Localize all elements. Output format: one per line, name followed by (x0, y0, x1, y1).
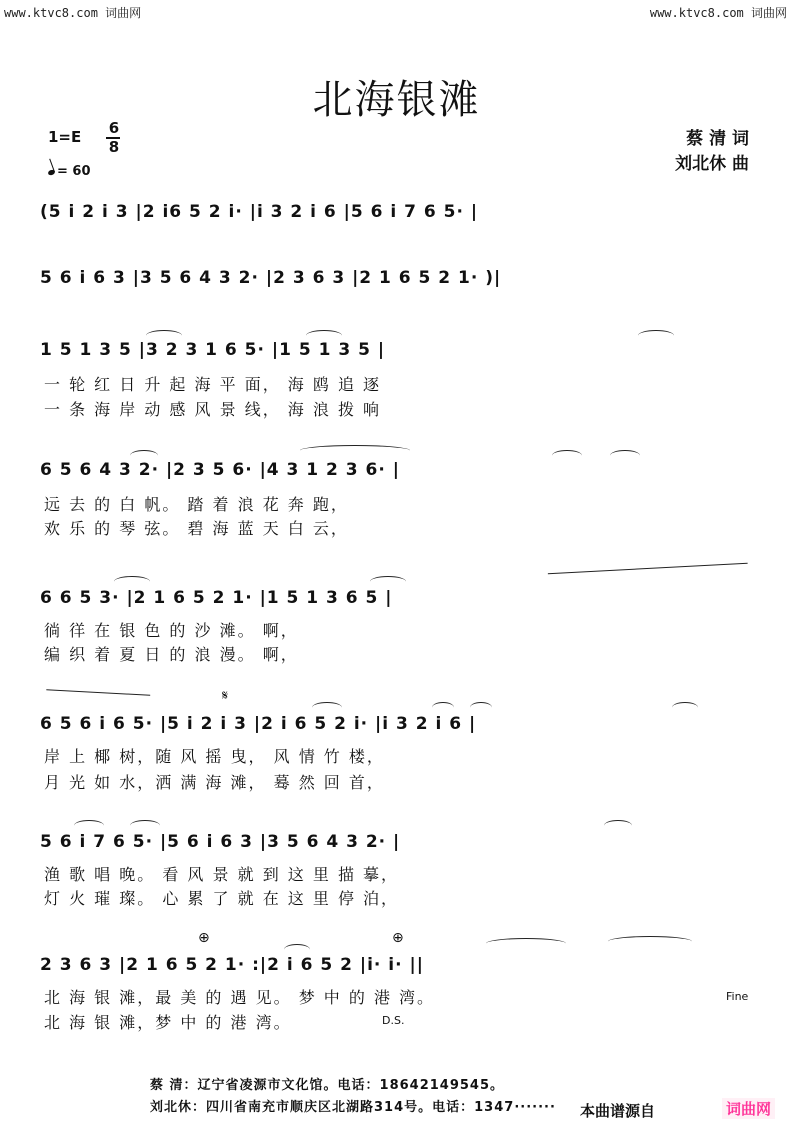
notation-line-2: 5 6 i 6 3 |3 5 6 4 3 2· |2 3 6 3 |2 1 6 5 2 1· )| (40, 268, 502, 288)
slur (114, 576, 150, 587)
slur (672, 702, 698, 713)
coda-sign-1: ⊕ (198, 930, 210, 946)
key-signature: 1=E (48, 128, 82, 146)
lyrics-line-5-verse-2: 编 织 着 夏 日 的 浪 漫。 啊， (44, 645, 299, 664)
notation-line-7: 5 6 i 7 6 5· |5 6 i 6 3 |3 5 6 4 3 2· | (40, 832, 401, 852)
lyrics-line-3-verse-2: 一 条 海 岸 动 感 风 景 线， 海 浪 拨 响 (44, 400, 382, 419)
time-signature (106, 120, 122, 156)
notation-line-1: (5 i 2 i 3 |2 i6 5 2 i· |i 3 2 i 6 |5 6 i 7 6 5· | (40, 202, 479, 222)
slur (300, 445, 410, 456)
segno-sign: 𝄋 (222, 688, 229, 704)
composer-credit: 刘北休 曲 (675, 154, 749, 174)
lyrics-line-4-verse-2: 欢 乐 的 琴 弦。 碧 海 蓝 天 白 云， (44, 519, 349, 538)
coda-sign-2: ⊕ (392, 930, 404, 946)
lyrics-line-7-verse-1: 渔 歌 唱 晚。 看 风 景 就 到 这 里 描 摹， (44, 865, 400, 884)
lyricist-credit: 蔡 清 词 (686, 129, 749, 149)
slur (552, 450, 582, 461)
lyrics-line-8-verse-1: 北 海 银 滩，最 美 的 遇 见。 梦 中 的 港 湾。 (44, 988, 436, 1007)
meter-top: 6 (108, 119, 120, 137)
notation-line-3: 1 5 1 3 5 |3 2 3 1 6 5· |1 5 1 3 5 | (40, 340, 386, 360)
slur (604, 820, 632, 831)
lyrics-line-7-verse-2: 灯 火 璀 璨。 心 累 了 就 在 这 里 停 泊， (44, 889, 400, 908)
site-header-right[interactable]: www.ktvc8.com 词曲网 (649, 6, 787, 20)
lyrics-line-5-verse-1: 徜 徉 在 银 色 的 沙 滩。 啊， (44, 621, 299, 640)
lyrics-line-4-verse-1: 远 去 的 白 帆。 踏 着 浪 花 奔 跑， (44, 495, 349, 514)
tempo-value: = 60 (57, 164, 91, 179)
slur (284, 944, 310, 955)
slur (312, 702, 342, 713)
tie-line (46, 689, 150, 705)
footer-contact-composer: 刘北休：四川省南充市顺庆区北湖路314号。电话：1347······· (150, 1100, 556, 1115)
slur (638, 330, 674, 341)
slur (486, 938, 566, 949)
slur (610, 450, 640, 461)
lyrics-line-3-verse-1: 一 轮 红 日 升 起 海 平 面， 海 鸥 追 逐 (44, 375, 382, 394)
slur (306, 330, 342, 341)
slur (432, 702, 454, 713)
lyrics-line-6-verse-1: 岸 上 椰 树，随 风 摇 曳， 风 情 竹 楼， (44, 747, 385, 766)
slur (130, 820, 160, 831)
slur (370, 576, 406, 587)
slur (146, 330, 182, 341)
lyrics-line-8-verse-2: 北 海 银 滩，梦 中 的 港 湾。 (44, 1013, 292, 1032)
notation-line-6: 6 5 6 i 6 5· |5 i 2 i 3 |2 i 6 5 2 i· |i 3 2 i 6 | (40, 714, 477, 734)
source-label: 本曲谱源自 (580, 1102, 656, 1120)
slur (74, 820, 104, 831)
song-title: 北海银滩 (312, 77, 481, 123)
quarter-note-icon (47, 169, 55, 176)
notation-line-8: 2 3 6 3 |2 1 6 5 2 1· :|2 i 6 5 2 |i· i· || (40, 955, 424, 975)
notation-line-4: 6 5 6 4 3 2· |2 3 5 6· |4 3 1 2 3 6· | (40, 460, 400, 480)
slur (608, 936, 692, 947)
meter-bottom: 8 (108, 138, 120, 156)
tempo-marking (48, 164, 91, 179)
slur (130, 450, 158, 461)
lyrics-line-6-verse-2: 月 光 如 水，洒 满 海 滩， 蓦 然 回 首， (44, 773, 385, 792)
ds-marking: D.S. (382, 1014, 405, 1027)
notation-line-5: 6 6 5 3· |2 1 6 5 2 1· |1 5 1 3 6 5 | (40, 588, 393, 608)
slur (470, 702, 492, 713)
site-header-left[interactable]: www.ktvc8.com 词曲网 (4, 6, 142, 20)
fine-marking: Fine (726, 990, 749, 1003)
brand-watermark[interactable]: 词曲网 (722, 1098, 775, 1119)
footer-contact-lyricist: 蔡 清：辽宁省凌源市文化馆。电话：18642149545。 (150, 1078, 505, 1093)
tie-line (548, 563, 748, 584)
